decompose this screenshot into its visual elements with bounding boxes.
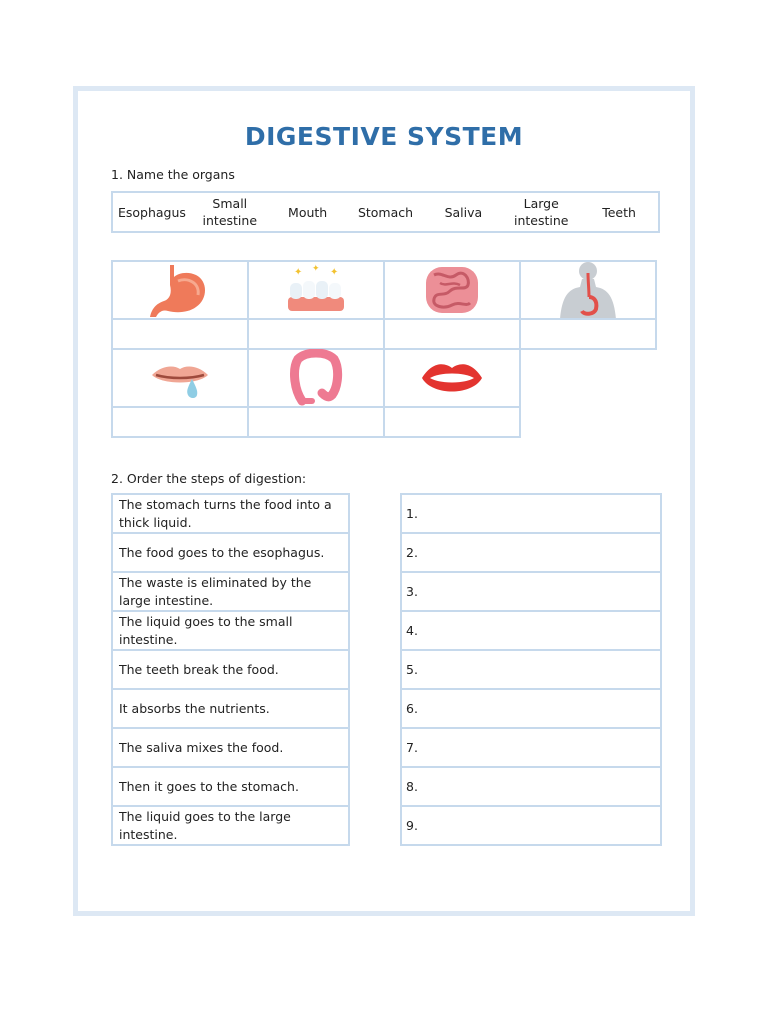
svg-text:✦: ✦ [312,264,320,274]
organ-image-cell [111,348,249,408]
organ-image-cell [383,260,521,320]
step-item[interactable]: The liquid goes to the small intestine. [111,610,350,651]
answer-box[interactable] [519,318,657,350]
order-slot[interactable]: 7. [400,727,662,768]
organ-image-cell [247,260,385,320]
answer-box[interactable] [111,318,249,350]
organ-image-cell [111,260,249,320]
order-slot[interactable]: 2. [400,532,662,573]
word-bank-item: Mouth [288,204,328,220]
answer-box[interactable] [383,318,521,350]
mouth-icon [420,356,484,400]
page-title: DIGESTIVE SYSTEM [244,122,524,151]
section2-label: 2. Order the steps of digestion: [111,471,307,486]
order-slot[interactable]: 1. [400,493,662,534]
step-item[interactable]: The teeth break the food. [111,649,350,690]
teeth-icon [284,263,348,317]
section1-label: 1. Name the organs [111,167,235,182]
answer-box[interactable] [383,406,521,438]
organ-image-cell [519,260,657,320]
order-slot[interactable]: 5. [400,649,662,690]
worksheet [73,86,695,916]
answer-box[interactable] [111,406,249,438]
step-item[interactable]: The saliva mixes the food. [111,727,350,768]
order-slot[interactable]: 3. [400,571,662,612]
step-item[interactable]: The waste is eliminated by the large intestine. [111,571,350,612]
esophagus-icon [556,261,620,319]
word-bank-item: Stomach [357,204,414,220]
word-bank-item: Saliva [444,204,483,220]
order-slot[interactable]: 8. [400,766,662,807]
order-slot[interactable]: 4. [400,610,662,651]
svg-text:✦: ✦ [330,267,339,278]
step-item[interactable]: The liquid goes to the large intestine. [111,805,350,846]
step-item[interactable]: It absorbs the nutrients. [111,688,350,729]
organ-image-cell [383,348,521,408]
answer-box[interactable] [247,406,385,438]
order-slot[interactable]: 6. [400,688,662,729]
step-item[interactable]: Then it goes to the stomach. [111,766,350,807]
large-intestine-icon [284,349,348,407]
word-bank-item: Large intestine [513,196,569,228]
organ-image-cell [247,348,385,408]
answer-box[interactable] [247,318,385,350]
word-bank [111,191,660,233]
word-bank-item: Small intestine [202,196,258,228]
saliva-icon [148,351,212,405]
step-item[interactable]: The stomach turns the food into a thick liquid. [111,493,350,534]
word-bank-item: Teeth [602,204,636,220]
svg-text:✦: ✦ [294,267,303,278]
small-intestine-icon [420,263,484,317]
order-slot[interactable]: 9. [400,805,662,846]
step-item[interactable]: The food goes to the esophagus. [111,532,350,573]
stomach-icon [148,263,212,317]
word-bank-item: Esophagus [117,204,186,220]
